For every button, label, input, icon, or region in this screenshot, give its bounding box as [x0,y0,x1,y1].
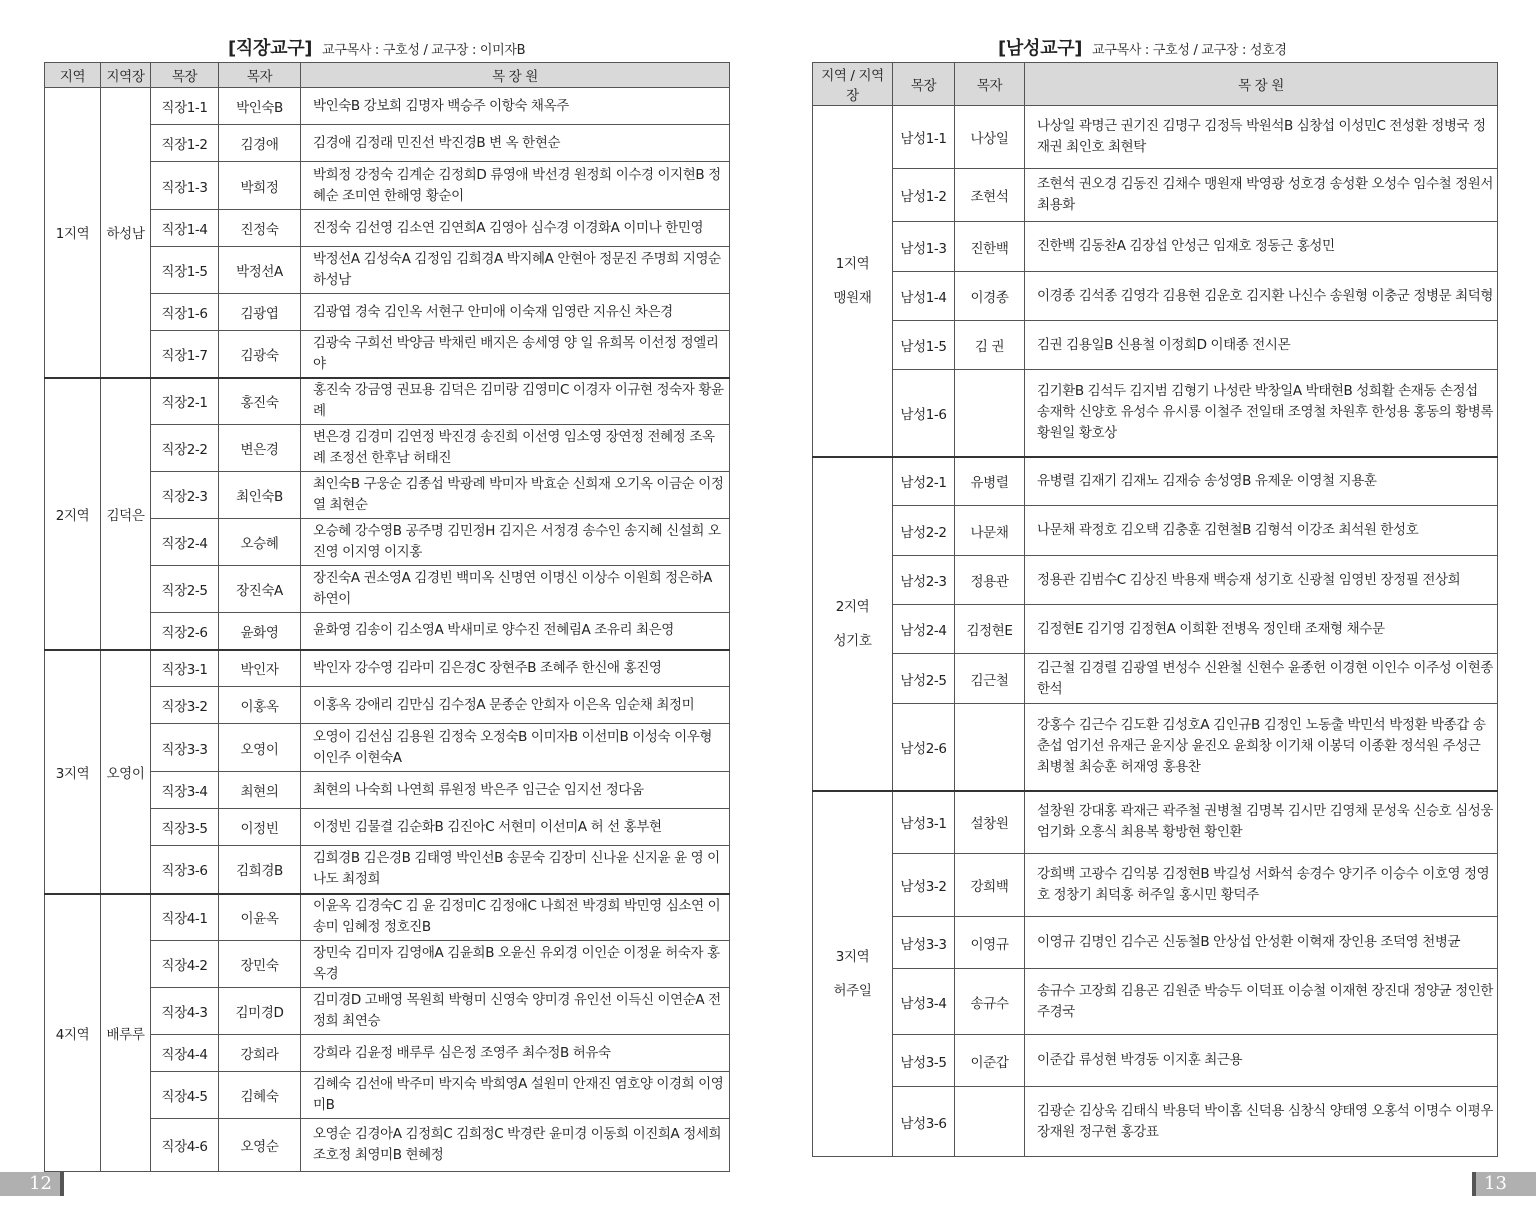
right-title-main: [남성교구] [998,38,1083,59]
mokja-cell: 김광숙 [219,331,301,378]
mokjang-cell: 남성2-2 [893,506,955,556]
mokja-cell: 김정현E [955,605,1025,654]
mokja-cell: 오영이 [219,724,301,772]
members-cell: 진한백 김동찬A 김장섭 안성근 임재호 정동근 홍성민 [1025,222,1498,272]
table-row [813,1087,1498,1157]
members-cell: 나상일 곽명근 권기진 김명구 김정득 박원석B 심창섭 이성민C 전성환 정병국 정재권 최인호 최현탁 [1025,106,1498,169]
mokjang-cell: 남성3-2 [893,854,955,917]
table-row [813,556,1498,605]
members-cell: 송규수 고장희 김용곤 김원준 박승두 이덕표 이승철 이재현 장진대 정양균 정인한 주경국 [1025,969,1498,1035]
mokja-cell: 김광엽 [219,294,301,331]
mokjang-cell: 남성1-1 [893,106,955,169]
mokja-cell: 이영규 [955,917,1025,969]
region-cell: 2지역 [45,378,101,650]
header-region-leader: 지역 / 지역장 [813,63,893,106]
table-row [813,169,1498,222]
mokjang-cell: 남성2-5 [893,654,955,704]
mokjang-cell: 남성1-3 [893,222,955,272]
members-cell: 조현석 권오경 김동진 김채수 맹원재 박영광 성호경 송성환 오성수 임수철 정원서 최용화 [1025,169,1498,222]
mokjang-cell: 남성1-4 [893,272,955,321]
mokja-cell: 이경종 [955,272,1025,321]
table-row [45,88,730,125]
mokja-cell: 정용관 [955,556,1025,605]
mokjang-cell: 남성2-1 [893,457,955,506]
mokja-cell: 오승혜 [219,519,301,566]
region-leader-cell: 배루루 [101,894,151,1172]
mokja-cell: 설창원 [955,791,1025,854]
mokja-cell: 진한백 [955,222,1025,272]
members-cell: 김광순 김상욱 김태식 박용덕 박이홈 신덕용 심창식 양태영 오홍석 이명수 이평우 장재원 정구현 홍강표 [1025,1087,1498,1157]
mokjang-cell: 직장4-5 [151,1072,219,1119]
table-row [813,222,1498,272]
members-cell: 최현의 나숙희 나연희 류원정 박은주 임근순 임지선 정다움 [301,772,730,809]
mokja-cell: 이윤옥 [219,894,301,941]
mokjang-cell: 직장2-6 [151,613,219,650]
mokjang-cell: 남성1-5 [893,321,955,370]
mokjang-cell: 직장1-5 [151,247,219,294]
table-header-row [45,63,730,88]
mokjang-cell: 남성3-5 [893,1035,955,1087]
mokja-cell: 김근철 [955,654,1025,704]
members-cell: 오승혜 강수영B 공주명 김민정H 김지은 서정경 송수인 송지혜 신설희 오진영 이지영 이지홍 [301,519,730,566]
region-name: 2지역 [835,598,870,615]
table-row [813,321,1498,370]
table-header-row [813,63,1498,106]
members-cell: 김광숙 구희선 박양금 박채린 배지은 송세영 양 일 유희목 이선정 정엘리야 [301,331,730,378]
members-cell: 김근철 김경렬 김광열 변성수 신완철 신현수 윤종헌 이경현 이인수 이주성 이현종 한석 [1025,654,1498,704]
mokja-cell: 장민숙 [219,941,301,988]
mokja-cell [955,704,1025,791]
table-row [813,106,1498,169]
right-member-table [812,62,1498,1157]
header-members: 목 장 원 [1025,63,1498,106]
mokja-cell: 김희경B [219,846,301,894]
members-cell: 정용관 김범수C 김상진 박용재 백승재 성기호 신광철 임영빈 장정필 전상희 [1025,556,1498,605]
mokjang-cell: 남성2-6 [893,704,955,791]
region-leader-cell: 김덕은 [101,378,151,650]
mokja-cell: 박정선A [219,247,301,294]
members-cell: 나문채 곽정호 김오택 김충훈 김현철B 김형석 이강조 최석원 한성호 [1025,506,1498,556]
table-row [813,1035,1498,1087]
members-cell: 김광엽 경숙 김인옥 서현구 안미애 이숙재 임영란 지유신 차은경 [301,294,730,331]
mokja-cell: 조현석 [955,169,1025,222]
members-cell: 박인자 강수영 김라미 김은경C 장현주B 조혜주 한신애 홍진영 [301,650,730,687]
region-leader: 맹원재 [833,289,872,306]
mokjang-cell: 남성2-3 [893,556,955,605]
mokjang-cell: 직장4-3 [151,988,219,1035]
mokja-cell: 강희라 [219,1035,301,1072]
mokja-cell [955,370,1025,457]
mokja-cell: 강희백 [955,854,1025,917]
members-cell: 박정선A 김성숙A 김정임 김희경A 박지혜A 안현아 정문진 주명희 지영순 하성남 [301,247,730,294]
mokjang-cell: 직장2-4 [151,519,219,566]
members-cell: 김정현E 김기영 김정현A 이희환 전병옥 정인태 조재형 채수문 [1025,605,1498,654]
mokja-cell: 장진숙A [219,566,301,613]
region-cell [813,457,893,791]
mokja-cell: 김미경D [219,988,301,1035]
mokjang-cell: 직장4-4 [151,1035,219,1072]
mokja-cell: 이준갑 [955,1035,1025,1087]
mokjang-cell: 직장2-2 [151,425,219,472]
mokjang-cell: 직장4-2 [151,941,219,988]
table-row [813,917,1498,969]
header-mokja: 목자 [955,63,1025,106]
table-row [813,457,1498,506]
left-member-table [44,62,730,1172]
region-cell [813,106,893,457]
table-row [813,854,1498,917]
mokjang-cell: 직장4-1 [151,894,219,941]
members-cell: 이영규 김명인 김수곤 신동철B 안상섭 안성환 이혁재 장인용 조덕영 천병균 [1025,917,1498,969]
mokja-cell: 나상일 [955,106,1025,169]
table-row [45,378,730,425]
members-cell: 김미경D 고배영 목원희 박형미 신영숙 양미경 유인선 이득신 이연순A 전정희 최연승 [301,988,730,1035]
mokjang-cell: 직장2-3 [151,472,219,519]
mokja-cell: 김경애 [219,125,301,162]
mokja-cell [955,1087,1025,1157]
mokja-cell: 김혜숙 [219,1072,301,1119]
table-row [813,370,1498,457]
members-cell: 박인숙B 강보희 김명자 백승주 이항숙 채옥주 [301,88,730,125]
table-row [813,791,1498,854]
right-page-number: 13 [1472,1172,1536,1196]
header-mokjang: 목장 [893,63,955,106]
header-mokjang: 목장 [151,63,219,88]
members-cell: 장민숙 김미자 김영애A 김윤희B 오윤신 유외경 이인순 이정윤 허숙자 홍옥경 [301,941,730,988]
mokjang-cell: 직장1-2 [151,125,219,162]
mokjang-cell: 직장1-1 [151,88,219,125]
region-name: 3지역 [835,948,870,965]
members-cell: 변은경 김경미 김연정 박진경 송진희 이선영 임소영 장연정 전혜정 조옥례 조정선 한후남 허태진 [301,425,730,472]
table-row [813,272,1498,321]
members-cell: 이경종 김석종 김영각 김용현 김운호 김지환 나신수 송원형 이충군 정병문 최덕형 [1025,272,1498,321]
members-cell: 김희경B 김은경B 김태영 박인선B 송문숙 김장미 신나윤 신지윤 윤 영 이나도 최정희 [301,846,730,894]
mokja-cell: 변은경 [219,425,301,472]
mokjang-cell: 남성1-2 [893,169,955,222]
region-name: 1지역 [835,255,870,272]
members-cell: 강희라 김윤정 배루루 심은정 조영주 최수정B 허유숙 [301,1035,730,1072]
mokjang-cell: 직장3-1 [151,650,219,687]
table-row [45,650,730,687]
left-page-number: 12 [0,1172,64,1196]
mokjang-cell: 직장1-3 [151,162,219,210]
mokjang-cell: 직장3-3 [151,724,219,772]
mokja-cell: 진정숙 [219,210,301,247]
members-cell: 이윤옥 김경숙C 김 윤 김정미C 김정애C 나희전 박경희 박민영 심소연 이송미 임혜정 정호진B [301,894,730,941]
header-members: 목 장 원 [301,63,730,88]
members-cell: 이홍옥 강애리 김만심 김수정A 문종순 안희자 이은옥 임순채 최정미 [301,687,730,724]
mokjang-cell: 직장1-7 [151,331,219,378]
region-leader: 성기호 [833,632,872,649]
mokjang-cell: 남성3-3 [893,917,955,969]
left-title-main: [직장교구] [228,38,313,59]
region-cell: 4지역 [45,894,101,1172]
region-leader-cell: 오영이 [101,650,151,894]
mokjang-cell: 남성3-1 [893,791,955,854]
table-row [813,654,1498,704]
mokja-cell: 이정빈 [219,809,301,846]
mokja-cell: 유병렬 [955,457,1025,506]
right-title-sub: 교구목사 : 구호성 / 교구장 : 성호경 [1092,43,1287,58]
mokja-cell: 박인자 [219,650,301,687]
header-leader: 지역장 [101,63,151,88]
members-cell: 김경애 김정래 민진선 박진경B 변 옥 한현순 [301,125,730,162]
members-cell: 강홍수 김근수 김도환 김성호A 김인규B 김정인 노동출 박민석 박정환 박종갑 송춘섭 엄기선 유재근 윤지상 윤진오 윤희창 이기채 이봉덕 이종환 정석원 주성근 최병철 최승훈 허재영 홍용찬 [1025,704,1498,791]
right-page-title [998,34,1287,60]
mokjang-cell: 남성3-6 [893,1087,955,1157]
mokja-cell: 최현의 [219,772,301,809]
members-cell: 박희정 강정숙 김계순 김정희D 류영애 박선경 원정희 이수경 이지현B 정혜순 조미연 한해영 황순이 [301,162,730,210]
members-cell: 이준갑 류성현 박경동 이지훈 최근용 [1025,1035,1498,1087]
mokjang-cell: 남성1-6 [893,370,955,457]
mokjang-cell: 직장4-6 [151,1119,219,1172]
members-cell: 진정숙 김선영 김소연 김연희A 김영아 심수경 이경화A 이미나 한민영 [301,210,730,247]
mokjang-cell: 직장3-4 [151,772,219,809]
members-cell: 오영순 김경아A 김정희C 김희정C 박경란 윤미경 이동희 이진희A 정세희 조호정 최영미B 현혜정 [301,1119,730,1172]
mokja-cell: 나문채 [955,506,1025,556]
left-page-title [228,34,525,60]
mokjang-cell: 남성3-4 [893,969,955,1035]
region-leader: 허주일 [833,982,872,999]
table-row [45,894,730,941]
mokjang-cell: 직장1-6 [151,294,219,331]
members-cell: 설창원 강대홍 곽재근 곽주철 권병철 김명복 김시만 김영채 문성욱 신승호 심성웅 엄기화 오흥식 최용복 황방현 황인환 [1025,791,1498,854]
region-leader-cell: 하성남 [101,88,151,378]
mokja-cell: 박인숙B [219,88,301,125]
mokja-cell: 김 권 [955,321,1025,370]
members-cell: 윤화영 김송이 김소영A 박새미로 양수진 전혜림A 조유리 최은영 [301,613,730,650]
mokja-cell: 최인숙B [219,472,301,519]
mokjang-cell: 남성2-4 [893,605,955,654]
region-cell: 3지역 [45,650,101,894]
mokjang-cell: 직장3-5 [151,809,219,846]
mokjang-cell: 직장2-5 [151,566,219,613]
mokja-cell: 윤화영 [219,613,301,650]
members-cell: 김혜숙 김선애 박주미 박지숙 박희영A 설원미 안재진 염호양 이경희 이영미B [301,1072,730,1119]
members-cell: 장진숙A 권소영A 김경빈 백미옥 신명연 이명신 이상수 이원희 정은하A 하연이 [301,566,730,613]
members-cell: 김기환B 김석두 김지범 김형기 나성란 박창일A 박태현B 성희활 손재동 손정섭 송재학 신양호 유성수 유시룡 이철주 전일태 조영철 차원후 한성용 홍동의 황병록 황원일 황호상 [1025,370,1498,457]
table-row [813,704,1498,791]
mokjang-cell: 직장3-6 [151,846,219,894]
members-cell: 이정빈 김물결 김순화B 김진아C 서현미 이선미A 허 선 홍부현 [301,809,730,846]
members-cell: 강희백 고광수 김익봉 김정현B 박길성 서화석 송경수 양기주 이승수 이호영 정영호 정창기 최덕홍 허주일 홍시민 황덕주 [1025,854,1498,917]
mokja-cell: 오영순 [219,1119,301,1172]
table-row [813,506,1498,556]
mokjang-cell: 직장1-4 [151,210,219,247]
table-row [813,605,1498,654]
table-row [813,969,1498,1035]
members-cell: 오영이 김선심 김용원 김정숙 오정숙B 이미자B 이선미B 이성숙 이우형 이인주 이현숙A [301,724,730,772]
header-mokja: 목자 [219,63,301,88]
region-cell: 1지역 [45,88,101,378]
mokja-cell: 송규수 [955,969,1025,1035]
region-cell [813,791,893,1157]
members-cell: 김권 김용일B 신용철 이정희D 이태종 전시몬 [1025,321,1498,370]
header-region: 지역 [45,63,101,88]
members-cell: 유병렬 김재기 김재노 김재승 송성영B 유제운 이영철 지용훈 [1025,457,1498,506]
mokjang-cell: 직장3-2 [151,687,219,724]
left-title-sub: 교구목사 : 구호성 / 교구장 : 이미자B [322,43,526,58]
members-cell: 최인숙B 구웅순 김종섭 박광례 박미자 박효순 신희재 오기옥 이금순 이정열 최현순 [301,472,730,519]
mokja-cell: 홍진숙 [219,378,301,425]
mokja-cell: 이홍옥 [219,687,301,724]
mokja-cell: 박희정 [219,162,301,210]
members-cell: 홍진숙 강금영 권묘용 김덕은 김미랑 김영미C 이경자 이규현 정숙자 황윤례 [301,378,730,425]
mokjang-cell: 직장2-1 [151,378,219,425]
